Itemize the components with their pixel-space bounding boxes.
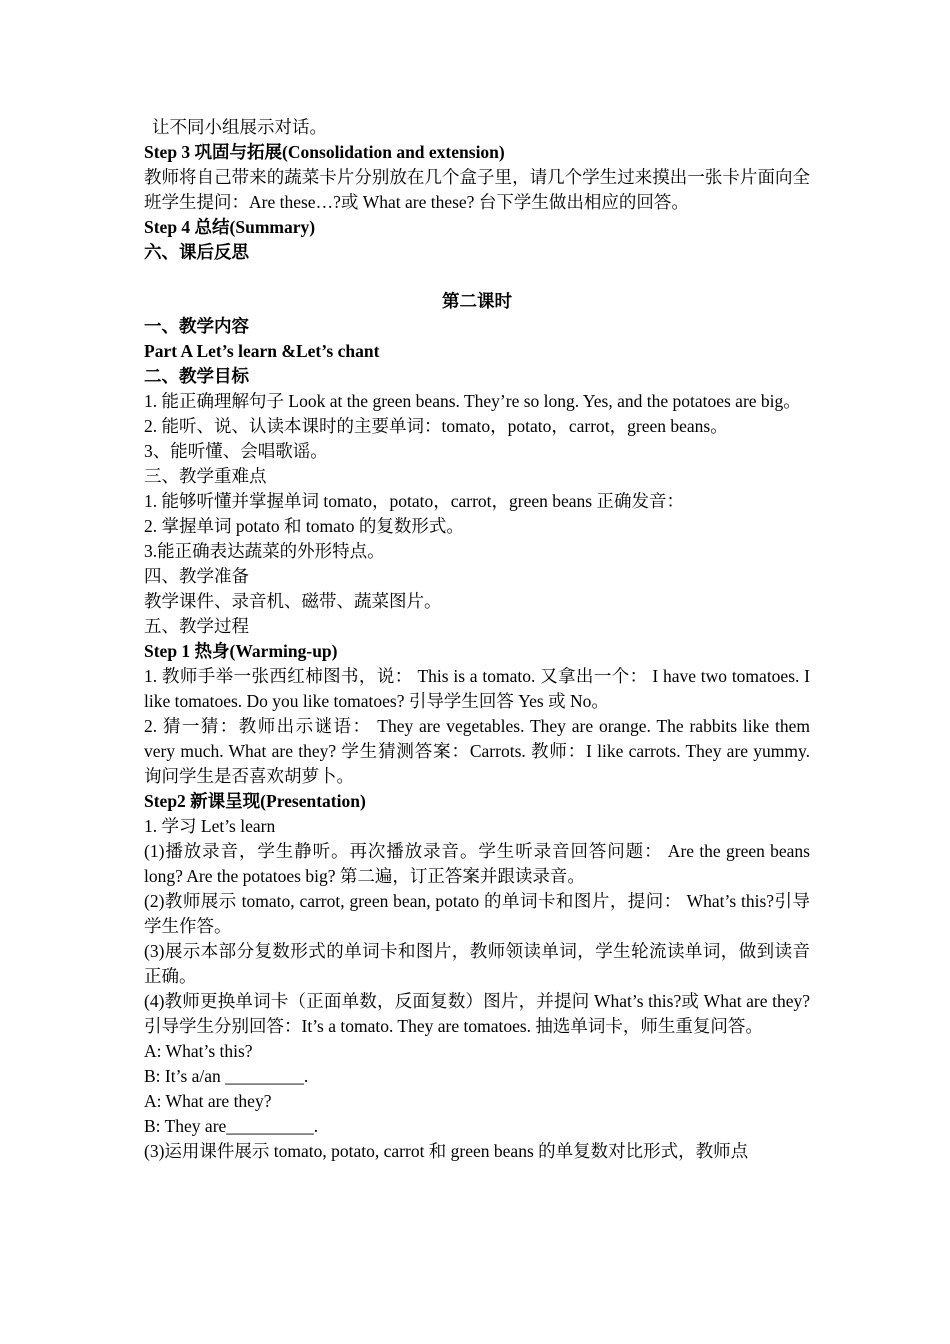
section-content-heading: 一、教学内容: [144, 316, 249, 336]
dialogue-line-b1: B: It’s a/an _________.: [144, 1066, 309, 1086]
step2-sub-3: (3)展示本部分复数形式的单词卡和图片，教师领读单词，学生轮流读单词，做到读音正确。: [144, 941, 810, 986]
step3-heading: Step 3 巩固与拓展(Consolidation and extension): [144, 142, 505, 162]
step2-sub-5: (3)运用课件展示 tomato, potato, carrot 和 green beans 的单复数对比形式，教师点: [144, 1141, 749, 1161]
section-reflection-heading: 六、课后反思: [144, 242, 249, 262]
step2-sub-1: (1)播放录音，学生静听。再次播放录音。学生听录音回答问题： Are the green beans long? Are the potatoes big? 第二遍，订正答案并跟读录音。: [144, 841, 810, 886]
step1-item-1: 1. 教师手举一张西红柿图书，说： This is a tomato. 又拿出一个： I have two tomatoes. I like tomatoes. Do you like tomatoes? 引导学生回答 Yes 或 No。: [144, 666, 810, 711]
lesson-two-title: 第二课时: [442, 291, 512, 311]
goal-item-2: 2. 能听、说、认读本课时的主要单词：tomato，potato，carrot，green beans。: [144, 416, 728, 436]
key-point-2: 2. 掌握单词 potato 和 tomato 的复数形式。: [144, 516, 464, 536]
section-preparation-heading: 四、教学准备: [144, 566, 249, 586]
step2-heading: Step2 新课呈现(Presentation): [144, 791, 366, 811]
step2-sub-4: (4)教师更换单词卡（正面单数，反面复数）图片，并提问 What’s this?或 What are they? 引导学生分别回答：It’s a tomato. They are tomatoes. 抽选单词卡，师生重复问答。: [144, 991, 810, 1036]
dialogue-line-b2: B: They are__________.: [144, 1116, 319, 1136]
dialogue-line-a2: A: What are they?: [144, 1091, 272, 1111]
goal-item-1: 1. 能正确理解句子 Look at the green beans. They’re so long. Yes, and the potatoes are big。: [144, 391, 801, 411]
section-key-points-heading: 三、教学重难点: [144, 466, 267, 486]
step4-heading: Step 4 总结(Summary): [144, 217, 316, 237]
step2-sub-2: (2)教师展示 tomato, carrot, green bean, potato 的单词卡和图片，提问： What’s this?引导学生作答。: [144, 891, 810, 936]
step3-paragraph: 教师将自己带来的蔬菜卡片分别放在几个盒子里，请几个学生过来摸出一张卡片面向全班学生提问：Are these…?或 What are these? 台下学生做出相应的回答。: [144, 167, 810, 212]
key-point-3: 3.能正确表达蔬菜的外形特点。: [144, 541, 385, 561]
document-page: [144, 115, 810, 1164]
paragraph-group-dialogue: 让不同小组展示对话。: [152, 117, 327, 137]
step2-item-1: 1. 学习 Let’s learn: [144, 816, 276, 836]
goal-item-3: 3、能听懂、会唱歌谣。: [144, 441, 328, 461]
part-a-heading: Part A Let’s learn &Let’s chant: [144, 341, 380, 361]
section-process-heading: 五、教学过程: [144, 616, 249, 636]
step1-item-2: 2. 猜一猜：教师出示谜语： They are vegetables. They are orange. The rabbits like them very much. What are they? 学生猜测答案：Carrots. 教师：I like carrots. They are yummy. 询问学生是否喜欢胡萝卜。: [144, 716, 810, 786]
preparation-text: 教学课件、录音机、磁带、蔬菜图片。: [144, 591, 442, 611]
dialogue-line-a1: A: What’s this?: [144, 1041, 253, 1061]
step1-heading: Step 1 热身(Warming-up): [144, 641, 338, 661]
section-goals-heading: 二、教学目标: [144, 366, 249, 386]
key-point-1: 1. 能够听懂并掌握单词 tomato，potato，carrot，green beans 正确发音：: [144, 491, 684, 511]
